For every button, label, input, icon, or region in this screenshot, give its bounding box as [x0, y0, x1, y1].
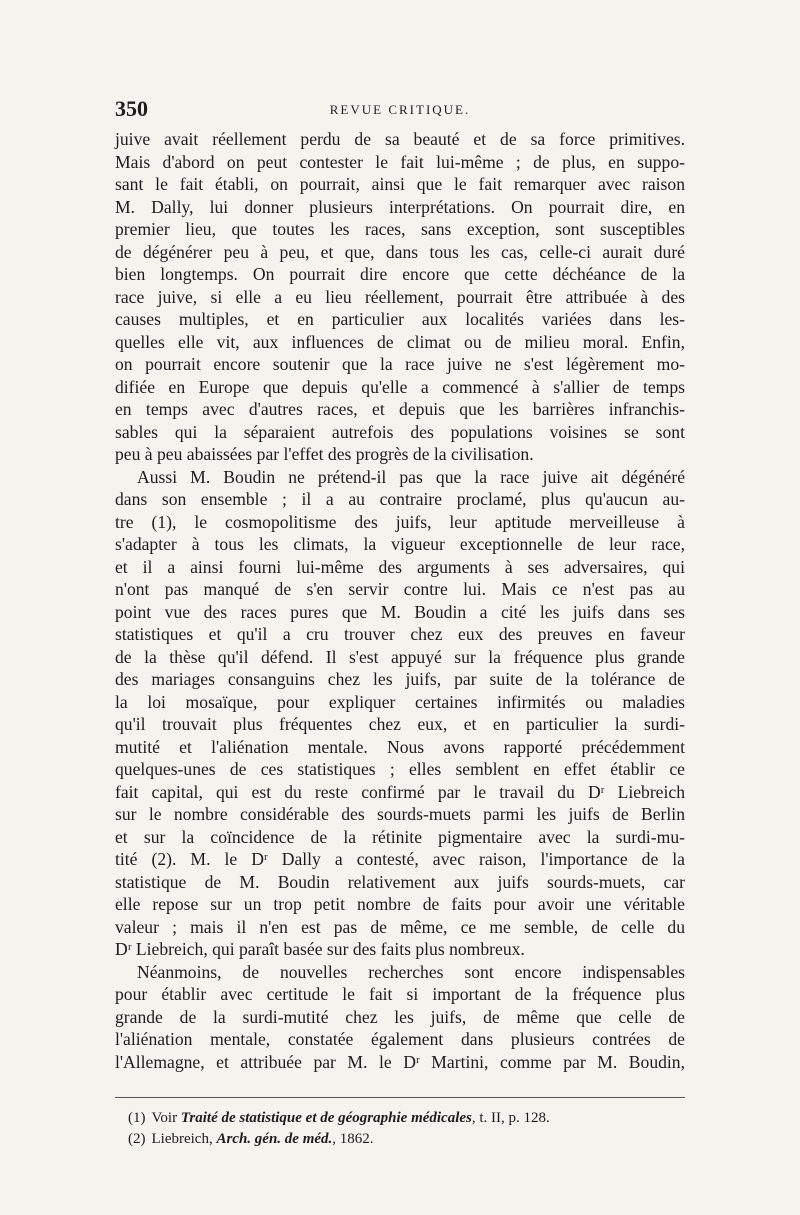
- footnote-work-title: Traité de statistique et de géographie médicales: [180, 1110, 472, 1126]
- footnote-1: [128, 1108, 685, 1129]
- text-line: de dégénérer peu à peu, et que, dans tous les cas, celle-ci aurait duré: [115, 241, 685, 262]
- footnote-work-title: Arch. gén. de méd.: [216, 1131, 333, 1147]
- text-line: grande de la surdi-mutité chez les juifs, de même que celle de: [115, 1006, 685, 1027]
- text-line: qu'il trouvait plus fréquentes chez eux, et en particulier la surdi-: [115, 714, 685, 734]
- text-line: premier lieu, que toutes les races, sans exception, sont susceptibles: [115, 219, 685, 239]
- footnote-text: Liebreich,: [151, 1131, 217, 1147]
- text-line: pour établir avec certitude le fait si important de la fréquence plus: [115, 984, 685, 1004]
- text-line: fait capital, qui est du reste confirmé par le travail du Dʳ Liebreich: [115, 781, 685, 802]
- footnote-text: , t. II, p. 128.: [471, 1110, 550, 1126]
- text-line: tité (2). M. le Dʳ Dally a contesté, avec raison, l'importance de la: [115, 849, 685, 869]
- text-line: valeur ; mais il n'en est pas de même, ce me semble, de celle du: [115, 916, 685, 937]
- page-number: 350: [115, 96, 148, 121]
- text-line: l'Allemagne, et attribuée par M. le Dʳ Martini, comme par M. Boudin,: [115, 1051, 685, 1072]
- footnote-rule: [115, 1097, 685, 1098]
- page-header: [115, 96, 685, 124]
- text-line: point vue des races pures que M. Boudin a cité les juifs dans ses: [115, 601, 685, 622]
- text-line: et il a ainsi fourni lui-même des arguments à ses adversaires, qui: [115, 556, 685, 577]
- text-line: peu à peu abaissées par l'effet des progrès de la civilisation.: [115, 444, 534, 464]
- text-line: statistique de M. Boudin relativement aux juifs sourds-muets, car: [115, 871, 685, 892]
- footnotes: [128, 1108, 685, 1150]
- text-line: sables qui la séparaient autrefois des populations voisines se sont: [115, 421, 685, 442]
- text-line: Aussi M. Boudin ne prétend-il pas que la race juive ait dégénéré: [137, 466, 685, 487]
- text-line: race juive, si elle a eu lieu réellement, pourrait être attribuée à des: [115, 286, 685, 307]
- text-line: dans son ensemble ; il a au contraire proclamé, plus qu'aucun au-: [115, 489, 685, 509]
- footnote-text: Voir: [151, 1110, 181, 1126]
- text-line: quelles elle vit, aux influences de climat ou de milieu moral. Enfin,: [115, 331, 685, 352]
- body-text: [115, 128, 685, 1073]
- footnote-mark: (1): [128, 1110, 146, 1126]
- text-line: on pourrait encore soutenir que la race juive ne s'est légèrement mo-: [115, 354, 685, 374]
- text-line: Mais d'abord on peut contester le fait lui-même ; de plus, en suppo-: [115, 151, 685, 172]
- text-line: sur le nombre considérable des sourds-muets parmi les juifs de Berlin: [115, 804, 685, 824]
- text-line: elle repose sur un trop petit nombre de faits pour avoir une véritable: [115, 894, 685, 914]
- text-line: statistiques et qu'il a cru trouver chez eux des preuves en faveur: [115, 624, 685, 644]
- text-line: causes multiples, et en particulier aux localités variées dans les-: [115, 309, 685, 329]
- text-line: Dʳ Liebreich, qui paraît basée sur des faits plus nombreux.: [115, 939, 525, 959]
- text-line: M. Dally, lui donner plusieurs interprétations. On pourrait dire, en: [115, 196, 685, 217]
- text-line: l'aliénation mentale, constatée également dans plusieurs contrées de: [115, 1029, 685, 1049]
- text-line: Néanmoins, de nouvelles recherches sont encore indispensables: [137, 961, 685, 982]
- text-line: mutité et l'aliénation mentale. Nous avons rapporté précédemment: [115, 736, 685, 757]
- text-line: et sur la coïncidence de la rétinite pigmentaire avec la surdi-mu-: [115, 826, 685, 847]
- text-line: en temps avec d'autres races, et depuis que les barrières infranchis-: [115, 399, 685, 419]
- footnote-text: , 1862.: [332, 1131, 374, 1147]
- text-line: la loi mosaïque, pour expliquer certaines infirmités ou maladies: [115, 691, 685, 712]
- text-line: de la thèse qu'il défend. Il s'est appuyé sur la fréquence plus grande: [115, 646, 685, 667]
- text-line: n'ont pas manqué de s'en servir contre lui. Mais ce n'est pas au: [115, 579, 685, 599]
- footnote-mark: (2): [128, 1131, 146, 1147]
- text-line: s'adapter à tous les climats, la vigueur exceptionnelle de leur race,: [115, 534, 685, 554]
- text-line: sant le fait établi, on pourrait, ainsi que le fait remarquer avec raison: [115, 174, 685, 194]
- text-line: bien longtemps. On pourrait dire encore que cette déchéance de la: [115, 264, 685, 284]
- text-line: tre (1), le cosmopolitisme des juifs, leur aptitude merveilleuse à: [115, 511, 685, 532]
- running-title: REVUE CRITIQUE.: [329, 102, 471, 117]
- text-line: quelques-unes de ces statistiques ; elles semblent en effet établir ce: [115, 759, 685, 779]
- text-line: difiée en Europe que depuis qu'elle a commencé à s'allier de temps: [115, 376, 685, 397]
- footnote-2: [128, 1129, 685, 1150]
- text-line: juive avait réellement perdu de sa beauté et de sa force primitives.: [115, 129, 685, 149]
- text-line: des mariages consanguins chez les juifs, par suite de la tolérance de: [115, 669, 685, 689]
